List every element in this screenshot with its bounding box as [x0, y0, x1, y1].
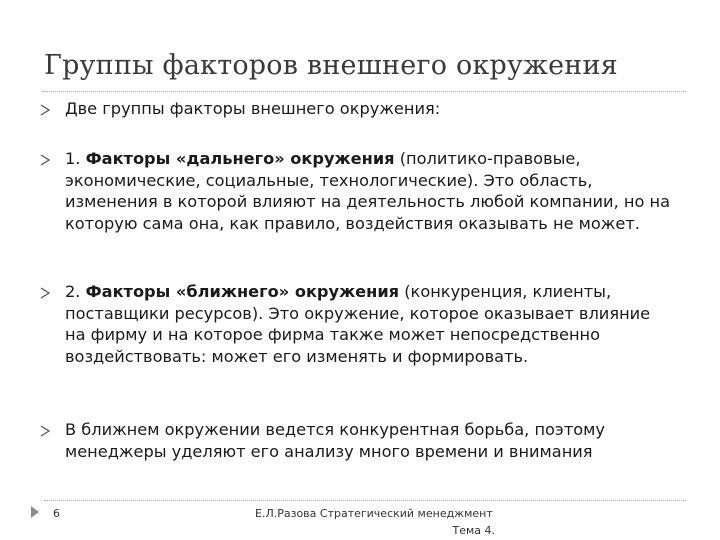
footer-author [255, 505, 515, 539]
page-number: 6 [53, 507, 60, 520]
bullet-plain: В ближнем окружении ведется конкурентная борьба, поэтому менеджеры уделяют его анализу много времени и внимания [65, 420, 605, 461]
bullet-text [65, 419, 675, 462]
bullet-arrow-icon [40, 287, 50, 299]
bullet-bold-term: Факторы «дальнего» окружения [85, 149, 395, 168]
bullet-text [65, 281, 675, 367]
slide-title: Группы факторов внешнего окружения [44, 50, 618, 81]
title-divider [42, 91, 686, 92]
footer-author-line-1: Е.Л.Разова Стратегический менеджмент [255, 507, 493, 520]
footer-author-line-2: Тема 4. [452, 524, 495, 537]
footer-arrow-icon [30, 505, 40, 519]
bullet-arrow-icon [40, 154, 50, 166]
bullet-prefix: 2. [65, 282, 86, 301]
bullet-rest: (конкуренция, клиенты, поставщики ресурсов). Это окружение, которое оказывает влияние на фирму и на которое фирма также может непосредственно воздействовать: может его изменять и формировать. [65, 282, 651, 366]
bullet-rest: (политико-правовые, экономические, социальные, технологические). Это область, изменения в которой влияют на деятельность любой компании, но на которую сама она, как правило, воздействия оказывать не может. [65, 149, 671, 233]
bullet-prefix: 1. [65, 149, 86, 168]
bullet-plain: Две группы факторы внешнего окружения: [65, 99, 441, 118]
bullet-arrow-icon [40, 104, 50, 116]
bullet-text [65, 148, 675, 234]
footer-divider [44, 500, 686, 501]
bullet-arrow-icon [40, 425, 50, 437]
bullet-bold-term: Факторы «ближнего» окружения [85, 282, 400, 301]
bullet-text [65, 98, 675, 120]
